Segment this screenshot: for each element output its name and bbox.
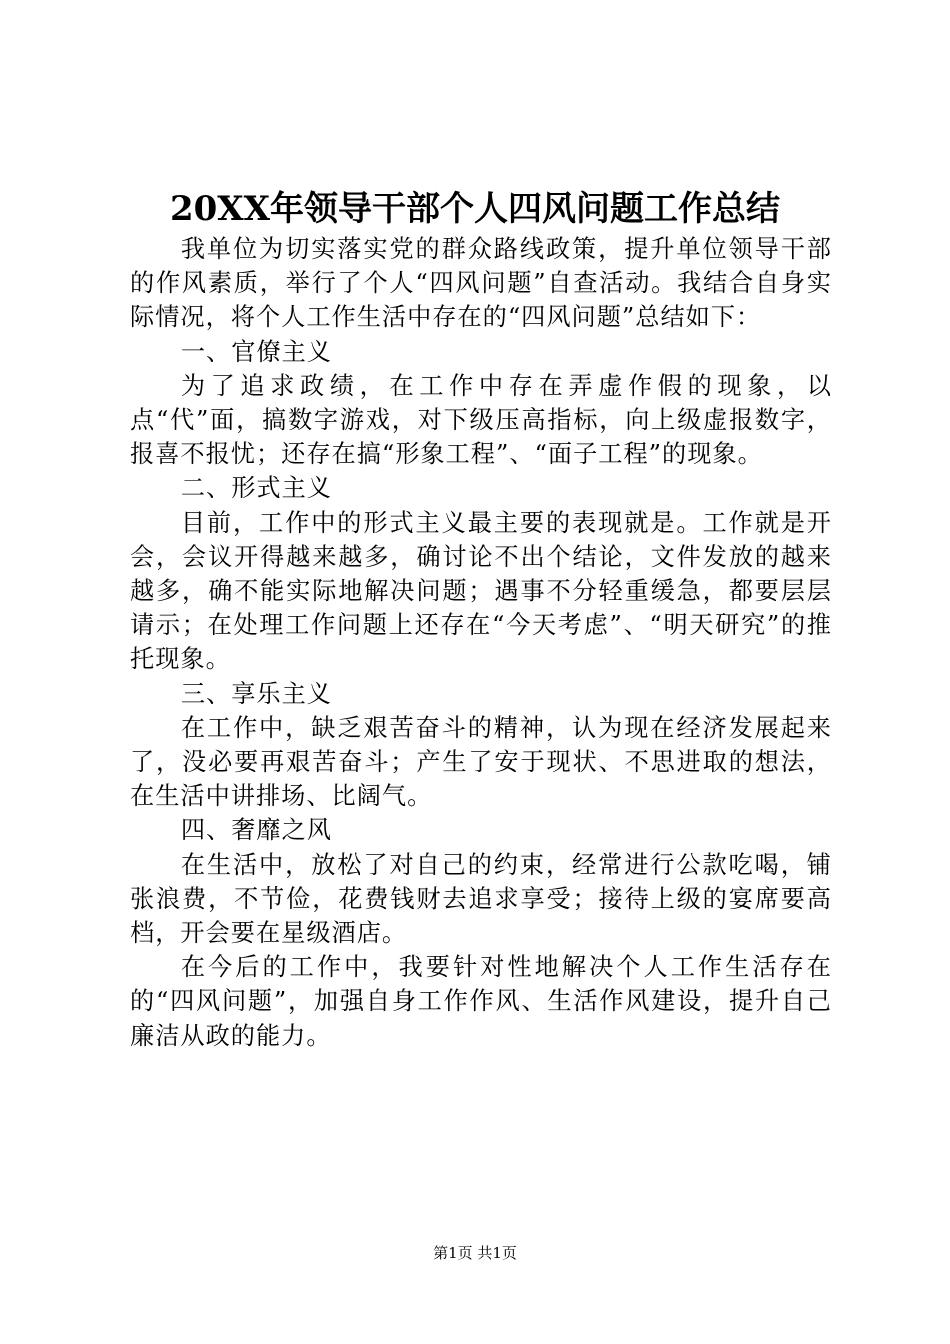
page-footer: 第1页 共1页 <box>433 1244 517 1262</box>
section-heading-hedonism: 三、享乐主义 <box>180 679 332 708</box>
section-body-extravagance: 在生活中，放松了对自己的约束，经常进行公款吃喝，铺张浪费，不节俭，花费钱财去追求享受；接待上级的宴席要高档，开会要在星级酒店。 <box>130 850 832 948</box>
section-heading-formalism: 二、形式主义 <box>180 474 332 503</box>
conclusion-paragraph: 在今后的工作中，我要针对性地解决个人工作生活存在的“四风问题”，加强自身工作作风、生活作风建设，提升自己廉洁从政的能力。 <box>130 953 832 1050</box>
intro-paragraph: 我单位为切实落实党的群众路线政策，提升单位领导干部的作风素质，举行了个人“四风问题”自查活动。我结合自身实际情况，将个人工作生活中存在的“四风问题”总结如下： <box>130 235 832 332</box>
document-title: 20XX年领导干部个人四风问题工作总结 <box>169 189 781 229</box>
section-heading-extravagance: 四、奢靡之风 <box>180 816 332 845</box>
section-body-hedonism: 在工作中，缺乏艰苦奋斗的精神，认为现在经济发展起来了，没必要再艰苦奋斗；产生了安于现状、不思进取的想法，在生活中讲排场、比阔气。 <box>130 713 832 811</box>
section-heading-bureaucratism: 一、官僚主义 <box>180 337 332 366</box>
document-body <box>130 232 832 1053</box>
section-body-formalism: 目前，工作中的形式主义最主要的表现就是。工作就是开会，会议开得越来越多，确讨论不出个结论，文件发放的越来越多，确不能实际地解决问题；遇事不分轻重缓急，都要层层请示；在处理工作问题上还存在“今天考虑”、“明天研究”的推托现象。 <box>130 508 832 674</box>
section-body-bureaucratism: 为了追求政绩，在工作中存在弄虚作假的现象，以点“代”面，搞数字游戏，对下级压高指标，向上级虚报数字，报喜不报忧；还存在搞“形象工程”、“面子工程”的现象。 <box>130 371 832 469</box>
